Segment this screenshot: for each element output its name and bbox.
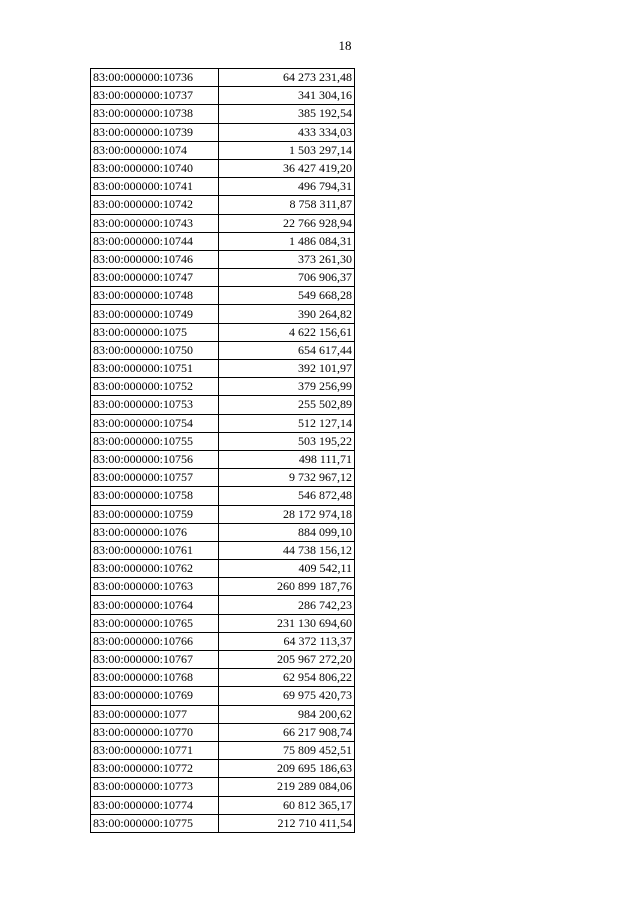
value-cell: 205 967 272,20 bbox=[219, 651, 355, 669]
cadastral-number-cell: 83:00:000000:10753 bbox=[91, 396, 219, 414]
table-row bbox=[91, 414, 355, 432]
table-row bbox=[91, 105, 355, 123]
table-row bbox=[91, 469, 355, 487]
table-row bbox=[91, 123, 355, 141]
cadastral-number-cell: 83:00:000000:10752 bbox=[91, 378, 219, 396]
cadastral-number-cell: 83:00:000000:10740 bbox=[91, 159, 219, 177]
cadastral-number-cell: 83:00:000000:10759 bbox=[91, 505, 219, 523]
value-cell: 503 195,22 bbox=[219, 432, 355, 450]
table-row bbox=[91, 396, 355, 414]
value-cell: 390 264,82 bbox=[219, 305, 355, 323]
cadastral-number-cell: 83:00:000000:10747 bbox=[91, 269, 219, 287]
value-cell: 1 503 297,14 bbox=[219, 141, 355, 159]
cadastral-number-cell: 83:00:000000:10763 bbox=[91, 578, 219, 596]
table-row bbox=[91, 505, 355, 523]
cadastral-number-cell: 83:00:000000:10772 bbox=[91, 760, 219, 778]
value-cell: 385 192,54 bbox=[219, 105, 355, 123]
value-cell: 706 906,37 bbox=[219, 269, 355, 287]
table-row bbox=[91, 632, 355, 650]
value-cell: 286 742,23 bbox=[219, 596, 355, 614]
cadastral-number-cell: 83:00:000000:10751 bbox=[91, 360, 219, 378]
value-cell: 498 111,71 bbox=[219, 450, 355, 468]
cadastral-number-cell: 83:00:000000:10758 bbox=[91, 487, 219, 505]
cadastral-number-cell: 83:00:000000:10766 bbox=[91, 632, 219, 650]
value-cell: 28 172 974,18 bbox=[219, 505, 355, 523]
value-cell: 64 273 231,48 bbox=[219, 69, 355, 87]
table-row bbox=[91, 741, 355, 759]
cadastral-number-cell: 83:00:000000:10755 bbox=[91, 432, 219, 450]
value-cell: 392 101,97 bbox=[219, 360, 355, 378]
cadastral-number-cell: 83:00:000000:10757 bbox=[91, 469, 219, 487]
value-cell: 654 617,44 bbox=[219, 341, 355, 359]
table-row bbox=[91, 159, 355, 177]
table-row bbox=[91, 250, 355, 268]
cadastral-number-cell: 83:00:000000:10748 bbox=[91, 287, 219, 305]
value-cell: 884 099,10 bbox=[219, 523, 355, 541]
table-row bbox=[91, 360, 355, 378]
table-row bbox=[91, 687, 355, 705]
value-cell: 209 695 186,63 bbox=[219, 760, 355, 778]
table-row bbox=[91, 669, 355, 687]
cadastral-number-cell: 83:00:000000:10773 bbox=[91, 778, 219, 796]
value-cell: 379 256,99 bbox=[219, 378, 355, 396]
cadastral-number-cell: 83:00:000000:10756 bbox=[91, 450, 219, 468]
cadastral-number-cell: 83:00:000000:10774 bbox=[91, 796, 219, 814]
cadastral-number-cell: 83:00:000000:10767 bbox=[91, 651, 219, 669]
cadastral-number-cell: 83:00:000000:10768 bbox=[91, 669, 219, 687]
table-body bbox=[91, 69, 355, 833]
table-row bbox=[91, 578, 355, 596]
value-cell: 260 899 187,76 bbox=[219, 578, 355, 596]
table-row bbox=[91, 523, 355, 541]
value-cell: 546 872,48 bbox=[219, 487, 355, 505]
value-cell: 4 622 156,61 bbox=[219, 323, 355, 341]
cadastral-number-cell: 83:00:000000:10770 bbox=[91, 723, 219, 741]
value-cell: 512 127,14 bbox=[219, 414, 355, 432]
value-cell: 212 710 411,54 bbox=[219, 814, 355, 832]
cadastral-number-cell: 83:00:000000:10762 bbox=[91, 560, 219, 578]
table-row bbox=[91, 378, 355, 396]
cadastral-number-cell: 83:00:000000:10769 bbox=[91, 687, 219, 705]
value-cell: 549 668,28 bbox=[219, 287, 355, 305]
table-row bbox=[91, 269, 355, 287]
value-cell: 62 954 806,22 bbox=[219, 669, 355, 687]
value-cell: 255 502,89 bbox=[219, 396, 355, 414]
cadastral-number-cell: 83:00:000000:10754 bbox=[91, 414, 219, 432]
value-cell: 1 486 084,31 bbox=[219, 232, 355, 250]
value-cell: 373 261,30 bbox=[219, 250, 355, 268]
cadastral-number-cell: 83:00:000000:10743 bbox=[91, 214, 219, 232]
table-row bbox=[91, 141, 355, 159]
value-cell: 231 130 694,60 bbox=[219, 614, 355, 632]
value-cell: 496 794,31 bbox=[219, 178, 355, 196]
table-row bbox=[91, 178, 355, 196]
value-cell: 44 738 156,12 bbox=[219, 541, 355, 559]
table-row bbox=[91, 287, 355, 305]
cadastral-number-cell: 83:00:000000:10761 bbox=[91, 541, 219, 559]
table-row bbox=[91, 814, 355, 832]
table-row bbox=[91, 487, 355, 505]
value-cell: 69 975 420,73 bbox=[219, 687, 355, 705]
cadastral-number-cell: 83:00:000000:10771 bbox=[91, 741, 219, 759]
cadastral-number-cell: 83:00:000000:1075 bbox=[91, 323, 219, 341]
table-row bbox=[91, 651, 355, 669]
value-cell: 433 334,03 bbox=[219, 123, 355, 141]
cadastral-value-table bbox=[90, 68, 355, 833]
cadastral-number-cell: 83:00:000000:10775 bbox=[91, 814, 219, 832]
cadastral-number-cell: 83:00:000000:10749 bbox=[91, 305, 219, 323]
value-cell: 75 809 452,51 bbox=[219, 741, 355, 759]
table-row bbox=[91, 341, 355, 359]
table-row bbox=[91, 196, 355, 214]
value-cell: 60 812 365,17 bbox=[219, 796, 355, 814]
cadastral-number-cell: 83:00:000000:10739 bbox=[91, 123, 219, 141]
table-row bbox=[91, 614, 355, 632]
value-cell: 9 732 967,12 bbox=[219, 469, 355, 487]
value-cell: 8 758 311,87 bbox=[219, 196, 355, 214]
value-cell: 66 217 908,74 bbox=[219, 723, 355, 741]
table-row bbox=[91, 87, 355, 105]
cadastral-number-cell: 83:00:000000:1077 bbox=[91, 705, 219, 723]
table-row bbox=[91, 778, 355, 796]
table-row bbox=[91, 69, 355, 87]
cadastral-number-cell: 83:00:000000:10737 bbox=[91, 87, 219, 105]
table-row bbox=[91, 432, 355, 450]
cadastral-number-cell: 83:00:000000:10765 bbox=[91, 614, 219, 632]
value-cell: 219 289 084,06 bbox=[219, 778, 355, 796]
cadastral-number-cell: 83:00:000000:10764 bbox=[91, 596, 219, 614]
value-cell: 984 200,62 bbox=[219, 705, 355, 723]
table-row bbox=[91, 560, 355, 578]
cadastral-number-cell: 83:00:000000:10736 bbox=[91, 69, 219, 87]
cadastral-number-cell: 83:00:000000:1074 bbox=[91, 141, 219, 159]
table-row bbox=[91, 705, 355, 723]
cadastral-number-cell: 83:00:000000:10738 bbox=[91, 105, 219, 123]
table-row bbox=[91, 214, 355, 232]
value-cell: 22 766 928,94 bbox=[219, 214, 355, 232]
cadastral-number-cell: 83:00:000000:10741 bbox=[91, 178, 219, 196]
value-cell: 409 542,11 bbox=[219, 560, 355, 578]
page-number: 18 bbox=[338, 38, 352, 53]
table-row bbox=[91, 796, 355, 814]
table-row bbox=[91, 596, 355, 614]
table-row bbox=[91, 760, 355, 778]
value-cell: 341 304,16 bbox=[219, 87, 355, 105]
table-row bbox=[91, 450, 355, 468]
table-row bbox=[91, 723, 355, 741]
value-cell: 64 372 113,37 bbox=[219, 632, 355, 650]
cadastral-number-cell: 83:00:000000:1076 bbox=[91, 523, 219, 541]
cadastral-number-cell: 83:00:000000:10746 bbox=[91, 250, 219, 268]
value-cell: 36 427 419,20 bbox=[219, 159, 355, 177]
table-row bbox=[91, 323, 355, 341]
table-row bbox=[91, 232, 355, 250]
cadastral-number-cell: 83:00:000000:10744 bbox=[91, 232, 219, 250]
table-row bbox=[91, 305, 355, 323]
cadastral-number-cell: 83:00:000000:10742 bbox=[91, 196, 219, 214]
table-row bbox=[91, 541, 355, 559]
cadastral-number-cell: 83:00:000000:10750 bbox=[91, 341, 219, 359]
